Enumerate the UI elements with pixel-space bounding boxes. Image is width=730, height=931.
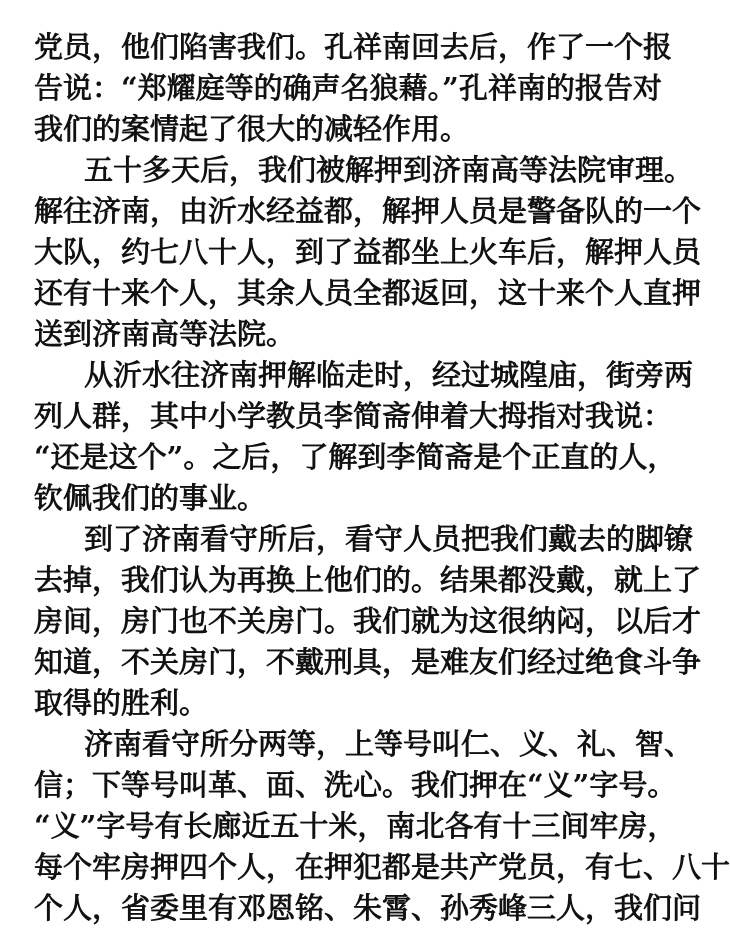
text-line-5: 解往济南，由沂水经益都，解押人员是警备队的一个	[34, 194, 702, 228]
text-line-4: 五十多天后，我们被解押到济南高等法院审理。	[84, 153, 694, 187]
text-line-18: 济南看守所分两等，上等号叫仁、义、礼、智、	[84, 727, 694, 761]
text-line-10: 列人群，其中小学教员李简斋伸着大拇指对我说：	[34, 399, 673, 433]
text-line-12: 钦佩我们的事业。	[34, 481, 267, 515]
text-line-1: 党员，他们陷害我们。孔祥南回去后，作了一个报	[34, 30, 673, 64]
text-line-21: 每个牢房押四个人，在押犯都是共产党员，有七、八十	[34, 850, 730, 884]
text-line-3: 我们的案情起了很大的减轻作用。	[34, 112, 470, 146]
text-line-14: 去掉，我们认为再换上他们的。结果都没戴，就上了	[34, 563, 702, 597]
text-line-8: 送到济南高等法院。	[34, 317, 296, 351]
text-line-17: 取得的胜利。	[34, 686, 209, 720]
text-line-16: 知道，不关房门，不戴刑具，是难友们经过绝食斗争	[34, 645, 702, 679]
text-line-20: “义”字号有长廊近五十米，南北各有十三间牢房，	[34, 809, 677, 843]
text-line-7: 还有十来个人，其余人员全都返回，这十来个人直押	[34, 276, 702, 310]
text-line-11: “还是这个”。之后，了解到李简斋是个正直的人，	[34, 440, 677, 474]
text-line-19: 信；下等号叫革、面、洗心。我们押在“义”字号。	[34, 768, 677, 802]
text-line-6: 大队，约七八十人，到了益都坐上火车后，解押人员	[34, 235, 702, 269]
text-line-15: 房间，房门也不关房门。我们就为这很纳闷，以后才	[34, 604, 702, 638]
text-line-9: 从沂水往济南押解临走时，经过城隍庙，街旁两	[84, 358, 694, 392]
text-line-13: 到了济南看守所后，看守人员把我们戴去的脚镣	[84, 522, 694, 556]
text-line-22: 个人，省委里有邓恩铭、朱霄、孙秀峰三人，我们问	[34, 891, 702, 925]
text-line-2: 告说：“郑耀庭等的确声名狼藉。”孔祥南的报告对	[34, 71, 662, 105]
